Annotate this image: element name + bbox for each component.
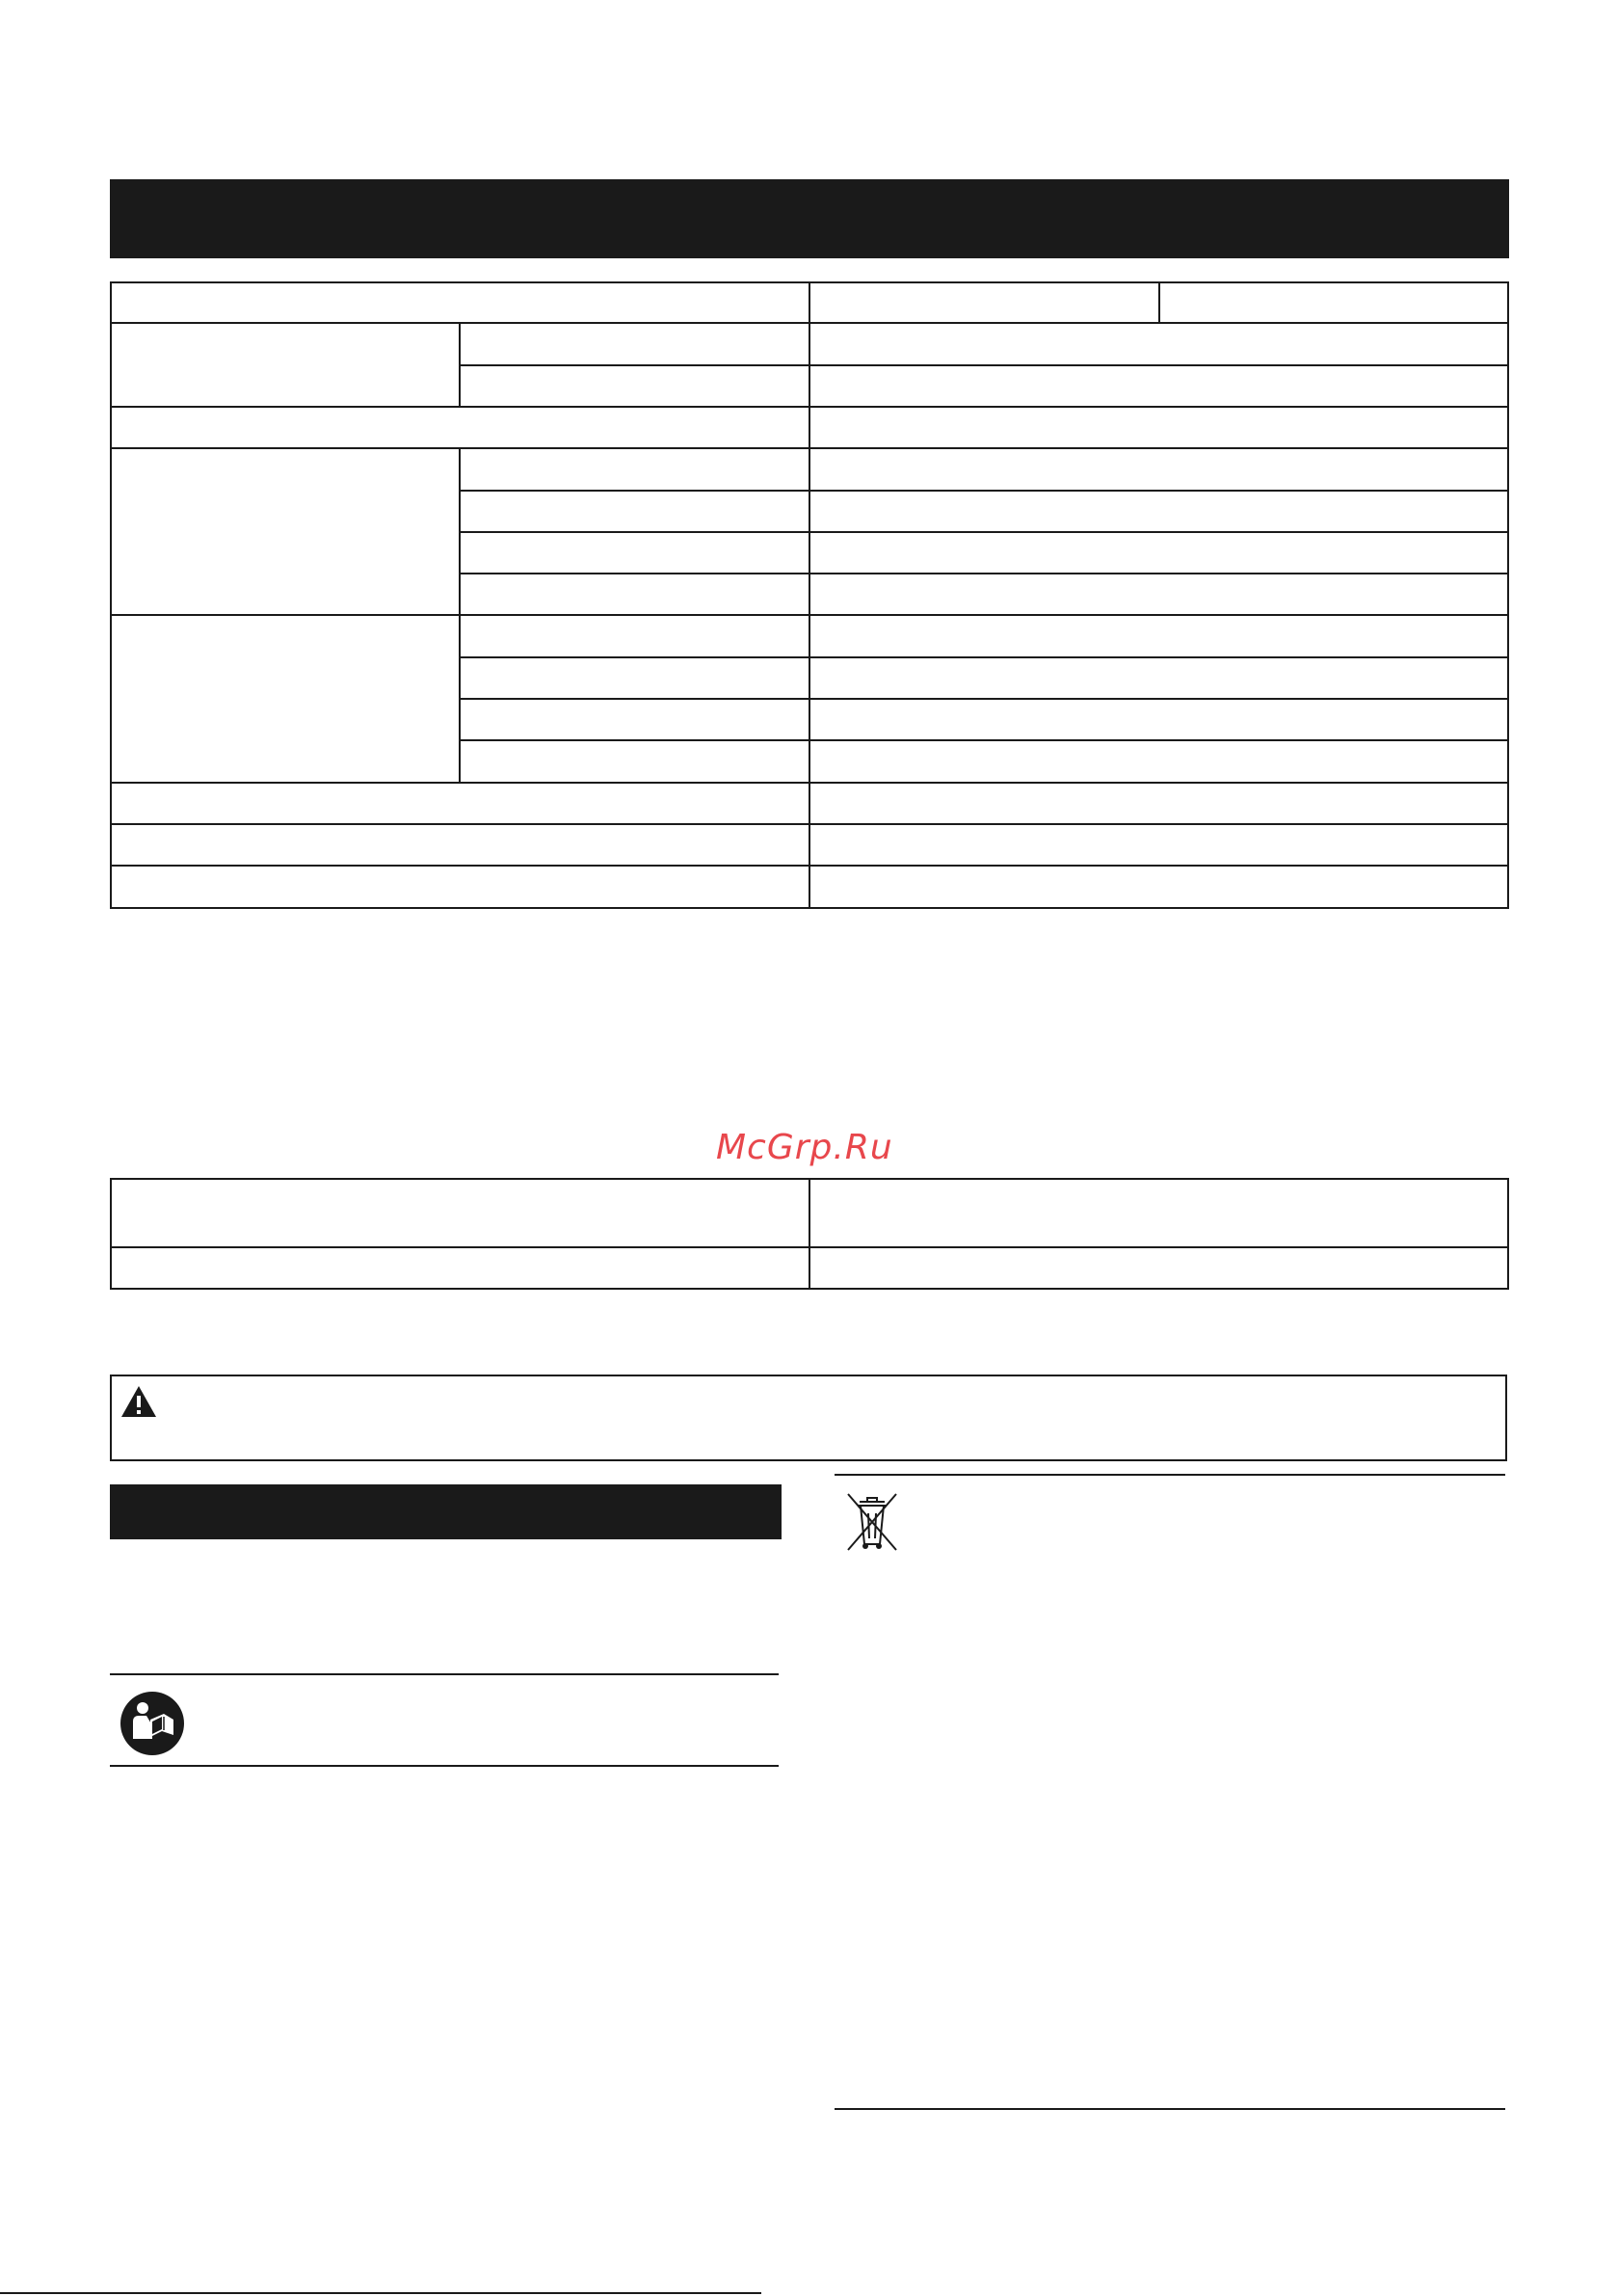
watermark: McGrp.Ru [716,1128,893,1167]
crossed-bin-icon [844,1490,900,1554]
section-header-bar [110,179,1509,258]
read-manual-top-rule [110,1673,779,1675]
recycle-bottom-rule [835,2108,1505,2110]
footer-rule [0,2292,761,2294]
warning-box [110,1375,1507,1461]
read-manual-bottom-rule [110,1765,779,1767]
warning-triangle-icon [119,1384,158,1419]
specification-table-grid [110,281,1509,909]
specification-table [110,281,1509,909]
secondary-table [110,1178,1509,1290]
read-manual-icon [119,1691,185,1756]
recycle-top-rule [835,1474,1505,1476]
secondary-table-grid [110,1178,1509,1290]
left-section-header-bar [110,1484,782,1539]
